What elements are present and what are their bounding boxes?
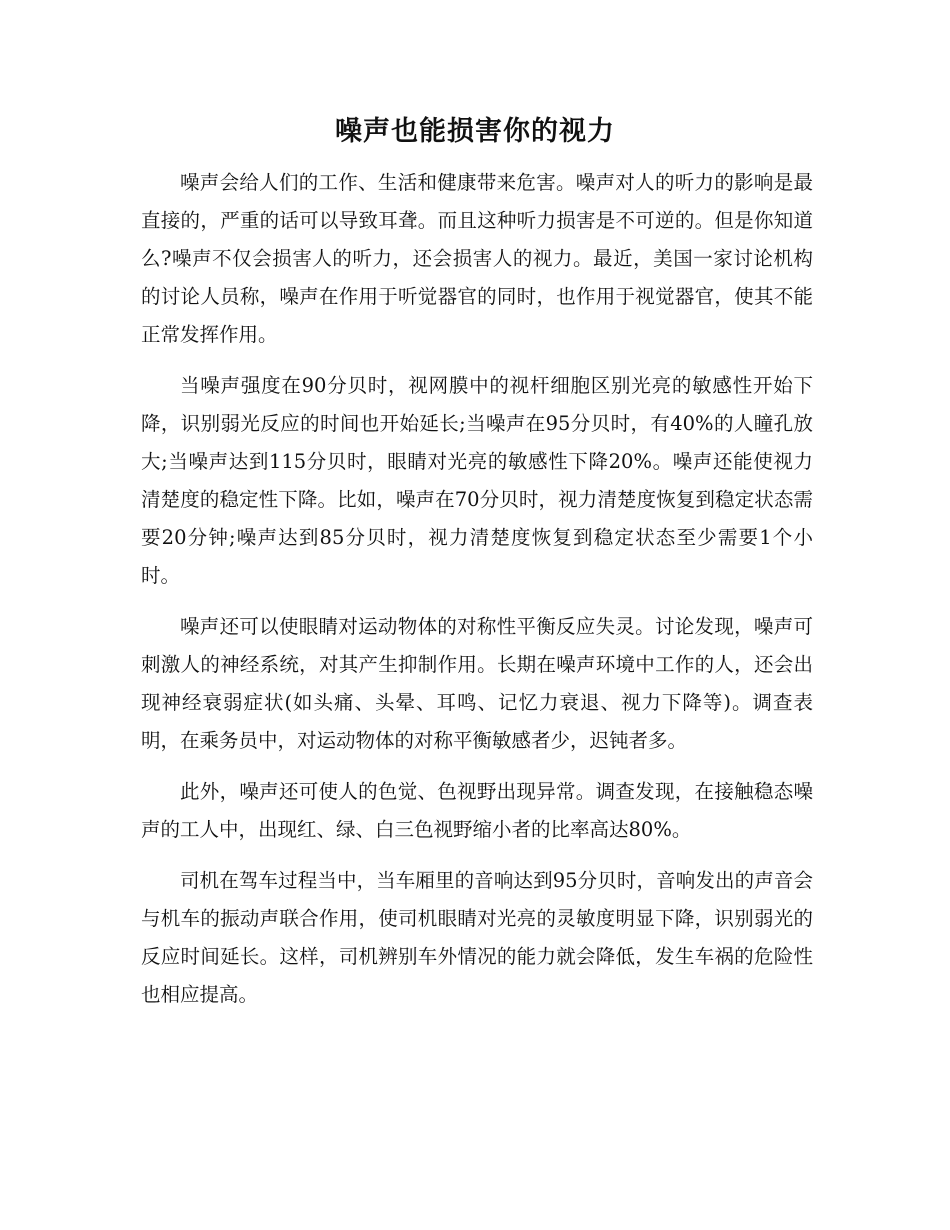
paragraph-3: 噪声还可以使眼睛对运动物体的对称性平衡反应失灵。讨论发现，噪声可刺激人的神经系统，对其产生抑制作用。长期在噪声环境中工作的人，还会出现神经衰弱症状(如头痛、头晕、耳鸣、记忆力衰退、视力下降等)。调查表明，在乘务员中，对运动物体的对称平衡敏感者少，迟钝者多。 xyxy=(141,615,813,752)
document-body xyxy=(141,164,813,1027)
paragraph-1: 噪声会给人们的工作、生活和健康带来危害。噪声对人的听力的影响是最直接的，严重的话可以导致耳聋。而且这种听力损害是不可逆的。但是你知道么?噪声不仅会损害人的听力，还会损害人的视力。最近，美国一家讨论机构的讨论人员称，噪声在作用于听觉器官的同时，也作用于视觉器官，使其不能正常发挥作用。 xyxy=(141,171,813,346)
document-title: 噪声也能损害你的视力 xyxy=(335,116,615,147)
paragraph-5: 司机在驾车过程当中，当车厢里的音响达到95分贝时，音响发出的声音会与机车的振动声联合作用，使司机眼睛对光亮的灵敏度明显下降，识别弱光的反应时间延长。这样，司机辨别车外情况的能力就会降低，发生车祸的危险性也相应提高。 xyxy=(141,869,813,1006)
paragraph-2: 当噪声强度在90分贝时，视网膜中的视杆细胞区别光亮的敏感性开始下降，识别弱光反应的时间也开始延长;当噪声在95分贝时，有40%的人瞳孔放大;当噪声达到115分贝时，眼睛对光亮的敏感性下降20%。噪声还能使视力清楚度的稳定性下降。比如，噪声在70分贝时，视力清楚度恢复到稳定状态需要20分钟;噪声达到85分贝时，视力清楚度恢复到稳定状态至少需要1个小时。 xyxy=(141,374,813,587)
paragraph-4: 此外，噪声还可使人的色觉、色视野出现异常。调查发现，在接触稳态噪声的工人中，出现红、绿、白三色视野缩小者的比率高达80%。 xyxy=(141,780,813,841)
